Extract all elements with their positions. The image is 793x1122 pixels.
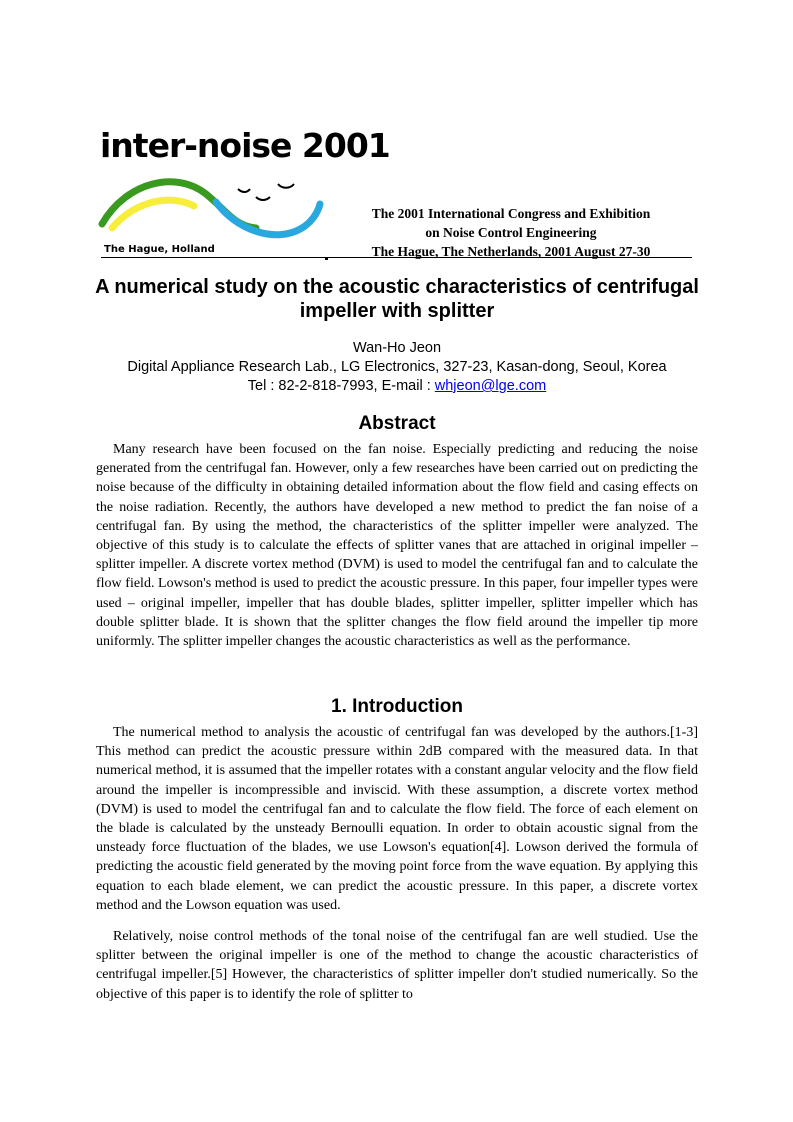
smile-mark-1 [238,189,250,192]
author-affiliation: Digital Appliance Research Lab., LG Electronics, 327-23, Kasan-dong, Seoul, Korea [127,359,667,375]
wave-logo-graphic [96,164,336,246]
header-rule [101,257,692,258]
introduction-paragraph-1: The numerical method to analysis the acoustic of centrifugal fan was developed by the authors.[1-3] This method can predict the acoustic pressure within 2dB compared with the measured data. In that numerical method, it is assumed that the impeller rotates with a constant angular velocity and the flow field around the impeller is incompressible and inviscid. With these assumption, a discrete vortex method (DVM) is used to model the centrifugal fan and to calculate the flow field. The force of each element on the blade is calculated by the unsteady Bernoulli equation. In order to obtain acoustic signal from the unsteady force fluctuation of the blades, we use Lowson's equation[4]. Lowson derived the formula of predicting the acoustic field generated by the moving point force from the wave equation. By applying this equation to each blade element, we can predict the acoustic pressure. In this paper, a discrete vortex method and the Lowson equation was used. [96,725,698,913]
blue-wave [216,202,320,235]
header-rule-mark [325,258,328,260]
abstract-heading: Abstract [358,413,436,434]
smile-mark-3 [278,184,294,188]
email-link[interactable]: whjeon@lge.com [434,378,547,394]
introduction-paragraph-2: Relatively, noise control methods of the tonal noise of the centrifugal fan are well studied. Use the splitter between the original impeller is one of the method to change the acoustic characteristics of centrifugal impeller.[5] However, the characteristics of splitter impeller don't studied numerically. So the objective of this paper is to identify the role of splitter to [96,929,698,1002]
conference-line-1: The 2001 International Congress and Exhibition [371,206,651,221]
smile-mark-2 [256,197,270,200]
author-contact [40,377,754,396]
author-name: Wan-Ho Jeon [352,340,442,356]
logo-place: The Hague, Holland [104,244,215,255]
author-block [40,339,754,396]
conference-line-2: on Noise Control Engineering [425,225,597,240]
paper-title: A numerical study on the acoustic characteristics of centrifugal impeller with splitter [95,276,699,322]
conference-info [330,204,692,261]
introduction-heading: 1. Introduction [331,696,463,717]
yellow-wave [112,200,194,228]
conference-line-3: The Hague, The Netherlands, 2001 August 27-30 [371,244,651,259]
abstract-text: Many research have been focused on the fan noise. Especially predicting and reducing the noise generated from the centrifugal fan. However, only a few researches have been carried out on predicting the noise because of the difficulty in obtaining detailed information about the flow field and casing effects on the noise radiation. Recently, the authors have developed a new method to predict the fan noise of a centrifugal fan. By using the method, the characteristics of the splitter impeller were analyzed. The objective of this study is to calculate the effects of splitter vanes that are attached in original impeller – splitter impeller. A discrete vortex method (DVM) is used to model the centrifugal fan and to calculate the flow field. Lowson's method is used to predict the acoustic pressure. In this paper, four impeller types were used – original impeller, impeller that has double blades, splitter impeller, splitter impeller which has double splitter blade. It is shown that the splitter changes the flow field around the impeller tip more uniformly. The splitter impeller changes the acoustic characteristics as well as the performance. [96,442,698,650]
contact-prefix: Tel : 82-2-818-7993, E-mail : [247,378,435,394]
conference-logo [96,122,390,262]
logo-title: inter-noise 2001 [100,126,390,165]
